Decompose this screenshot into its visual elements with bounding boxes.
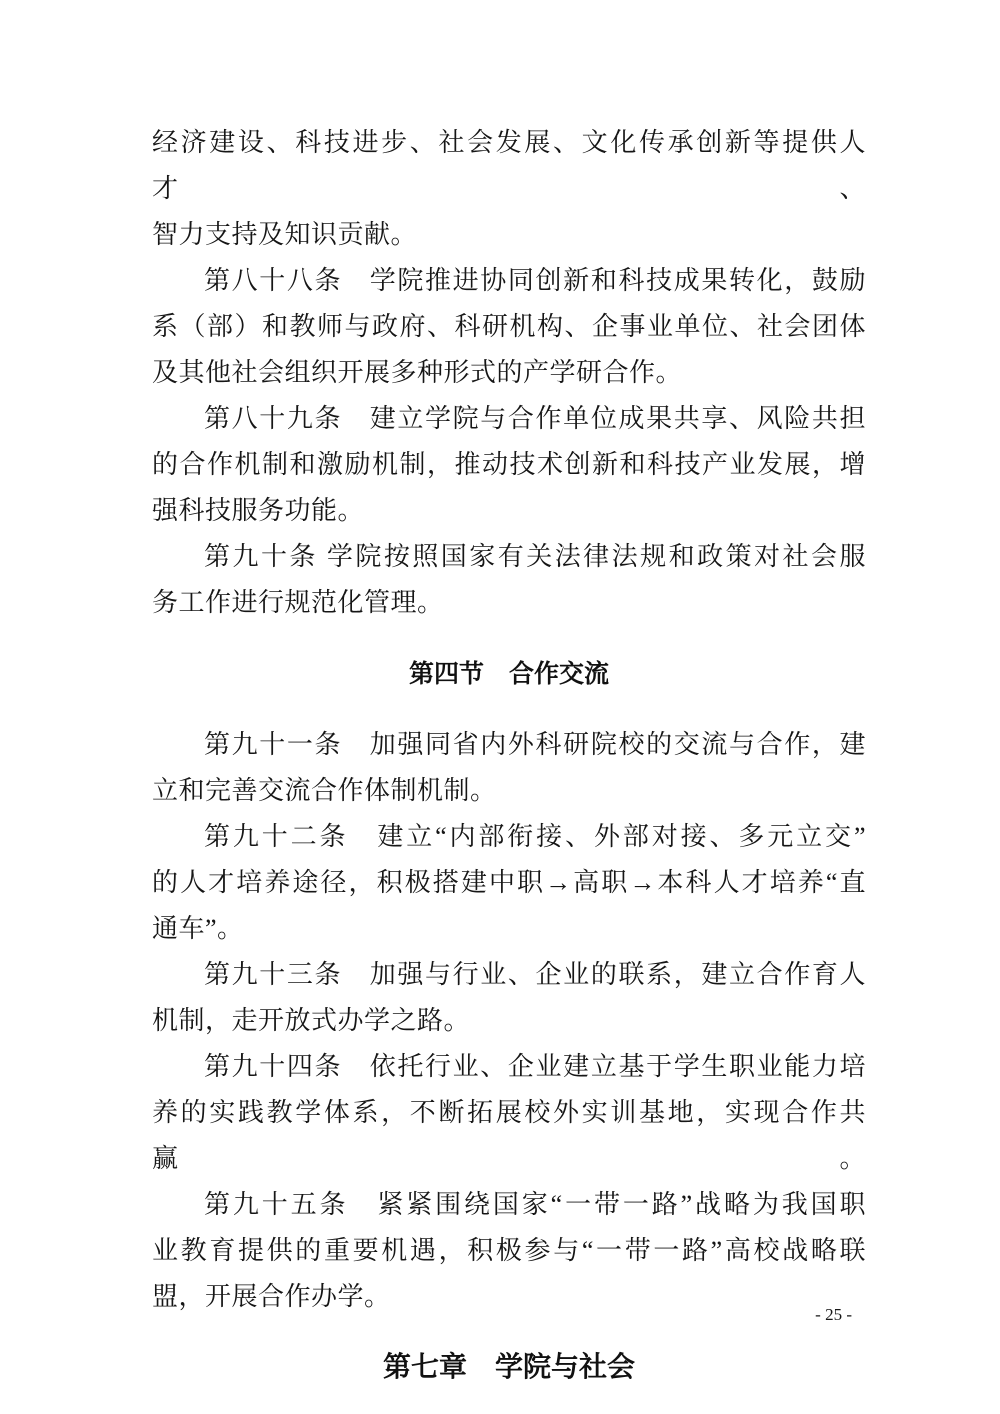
text-line: 的人才培养途径，积极搭建中职→高职→本科人才培养“直 [152,868,866,897]
text-line: 智力支持及知识贡献。 [152,220,418,249]
text-line: 经济建设、科技进步、社会发展、文化传承创新等提供人才、 [152,128,866,203]
text-line: 立和完善交流合作体制机制。 [152,776,497,805]
text-line: 第九十二条 建立“内部衔接、外部对接、多元立交” [204,822,866,851]
text-line: 的合作机制和激励机制，推动技术创新和科技产业发展，增 [152,450,866,479]
text-line: 第八十八条 学院推进协同创新和科技成果转化，鼓励 [204,266,866,295]
text-line: 第九十条 学院按照国家有关法律法规和政策对社会服 [204,542,866,571]
text-line: 第九十三条 加强与行业、企业的联系，建立合作育人 [204,960,866,989]
text-line: 业教育提供的重要机遇，积极参与“一带一路”高校战略联 [152,1236,866,1265]
text-line: 通车”。 [152,914,244,943]
text-line: 第八十九条 建立学院与合作单位成果共享、风险共担 [204,404,866,433]
text-line: 养的实践教学体系，不断拓展校外实训基地，实现合作共赢。 [152,1098,866,1173]
document-body [152,120,866,1390]
text-line: 务工作进行规范化管理。 [152,588,444,617]
text-line: 机制，走开放式办学之路。 [152,1006,471,1035]
chapter-heading: 第七章 学院与社会 [382,1351,635,1382]
page-number: - 25 - [815,1305,852,1324]
text-line: 第九十一条 加强同省内外科研院校的交流与合作，建 [204,730,866,759]
text-line: 及其他社会组织开展多种形式的产学研合作。 [152,358,683,387]
section-heading: 第四节 合作交流 [408,661,609,688]
text-line: 第九十五条 紧紧围绕国家“一带一路”战略为我国职 [204,1190,866,1219]
text-line: 系（部）和教师与政府、科研机构、企事业单位、社会团体 [152,312,866,341]
text-line: 强科技服务功能。 [152,496,365,525]
text-line: 第九十四条 依托行业、企业建立基于学生职业能力培 [204,1052,866,1081]
text-line: 盟，开展合作办学。 [152,1282,391,1311]
